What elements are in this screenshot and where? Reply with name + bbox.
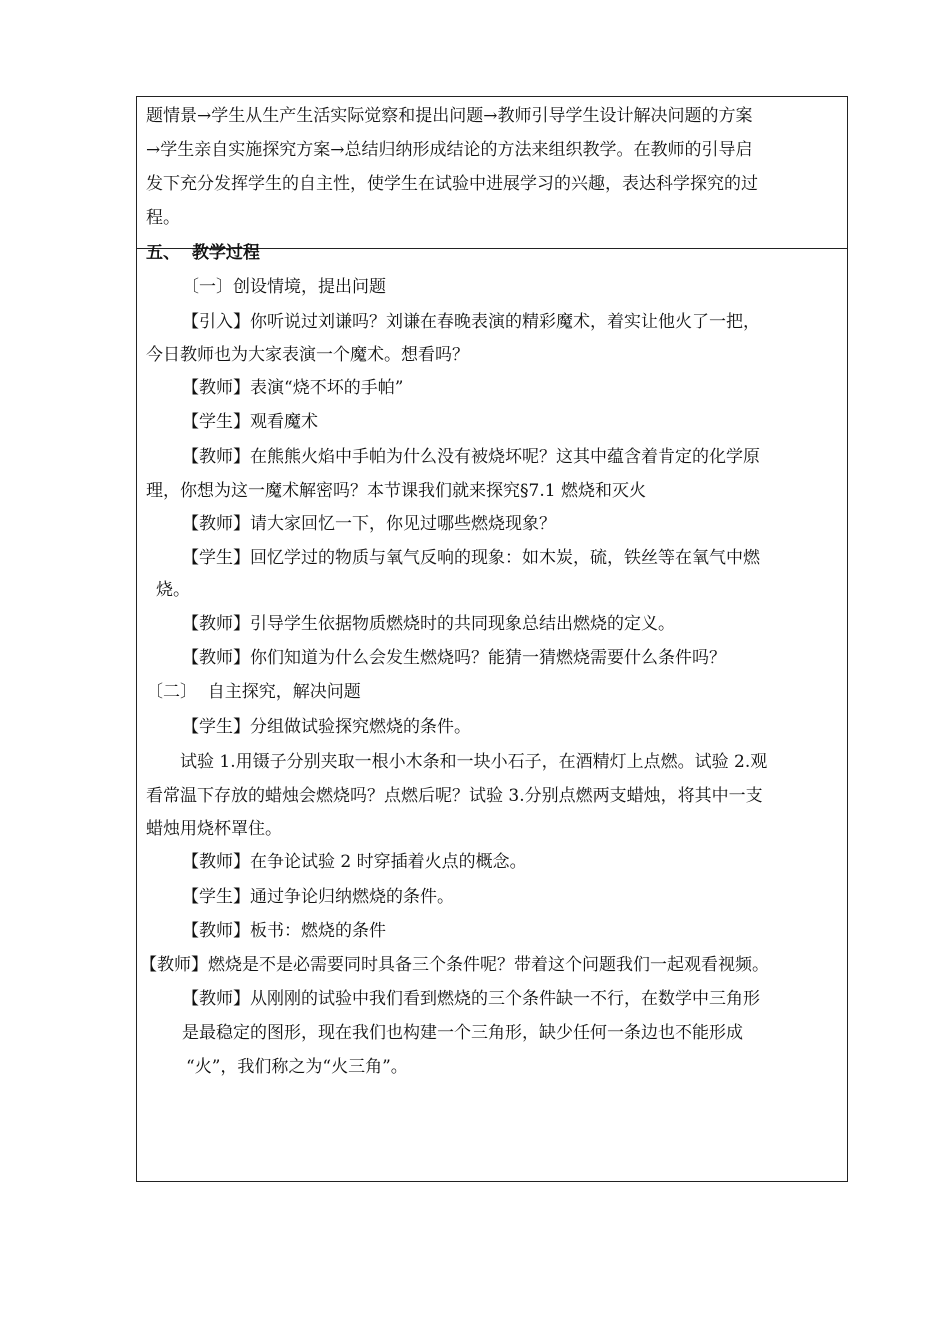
teacher-line-7: 【教师】板书：燃烧的条件 [182, 921, 386, 941]
experiment-line-1: 试验 1.用镊子分别夹取一根小木条和一块小石子，在酒精灯上点燃。试验 2.观 [180, 752, 768, 772]
part2-title: 〔二〕 自主探究，解决问题 [146, 682, 361, 702]
top-paragraph-line-1: 题情景→学生从生产生活实际觉察和提出问题→教师引导学生设计解决问题的方案 [146, 106, 753, 126]
teacher-line-3: 【教师】请大家回忆一下，你见过哪些燃烧现象？ [182, 514, 556, 534]
student-line-2b: 烧。 [156, 580, 190, 600]
intro-line-1: 【引入】你听说过刘谦吗？刘谦在春晚表演的精彩魔术，着实让他火了一把， [182, 312, 760, 332]
teacher-line-2b: 理，你想为这一魔术解密吗？本节课我们就来探究§7.1 燃烧和灭火 [146, 481, 646, 501]
teacher-line-1: 【教师】表演“烧不坏的手帕” [182, 378, 404, 398]
experiment-line-2: 看常温下存放的蜡烛会燃烧吗？点燃后呢？试验 3.分别点燃两支蜡烛，将其中一支 [146, 786, 763, 806]
student-line-1: 【学生】观看魔术 [182, 412, 318, 432]
teacher-line-8: 【教师】燃烧是不是必需要同时具备三个条件呢？带着这个问题我们一起观看视频。 [140, 955, 769, 975]
student-line-2a: 【学生】回忆学过的物质与氧气反响的现象：如木炭，硫，铁丝等在氧气中燃 [182, 548, 760, 568]
teacher-line-5: 【教师】你们知道为什么会发生燃烧吗？能猜一猜燃烧需要什么条件吗？ [182, 648, 726, 668]
experiment-line-3: 蜡烛用烧杯罩住。 [146, 819, 282, 839]
teacher-line-2a: 【教师】在熊熊火焰中手帕为什么没有被烧坏呢？这其中蕴含着肯定的化学原 [182, 447, 760, 467]
teacher-line-9c: “火”，我们称之为“火三角”。 [186, 1057, 408, 1077]
teacher-line-9b: 是最稳定的图形，现在我们也构建一个三角形，缺少任何一条边也不能形成 [182, 1023, 743, 1043]
teacher-line-9a: 【教师】从刚刚的试验中我们看到燃烧的三个条件缺一不行，在数学中三角形 [182, 989, 760, 1009]
top-paragraph-line-3: 发下充分发挥学生的自主性，使学生在试验中进展学习的兴趣，表达科学探究的过 [146, 174, 758, 194]
intro-line-2: 今日教师也为大家表演一个魔术。想看吗？ [146, 345, 469, 365]
section-heading: 五、 教学过程 [146, 243, 260, 263]
student-line-4: 【学生】通过争论归纳燃烧的条件。 [182, 887, 454, 907]
part1-title: 〔一〕创设情境，提出问题 [182, 277, 386, 297]
teacher-line-6: 【教师】在争论试验 2 时穿插着火点的概念。 [182, 852, 527, 872]
teacher-line-4: 【教师】引导学生依据物质燃烧时的共同现象总结出燃烧的定义。 [182, 614, 675, 634]
student-line-3: 【学生】分组做试验探究燃烧的条件。 [182, 717, 471, 737]
top-paragraph-line-4: 程。 [146, 208, 180, 228]
top-paragraph-line-2: →学生亲自实施探究方案→总结归纳形成结论的方法来组织教学。在教师的引导启 [146, 140, 753, 160]
